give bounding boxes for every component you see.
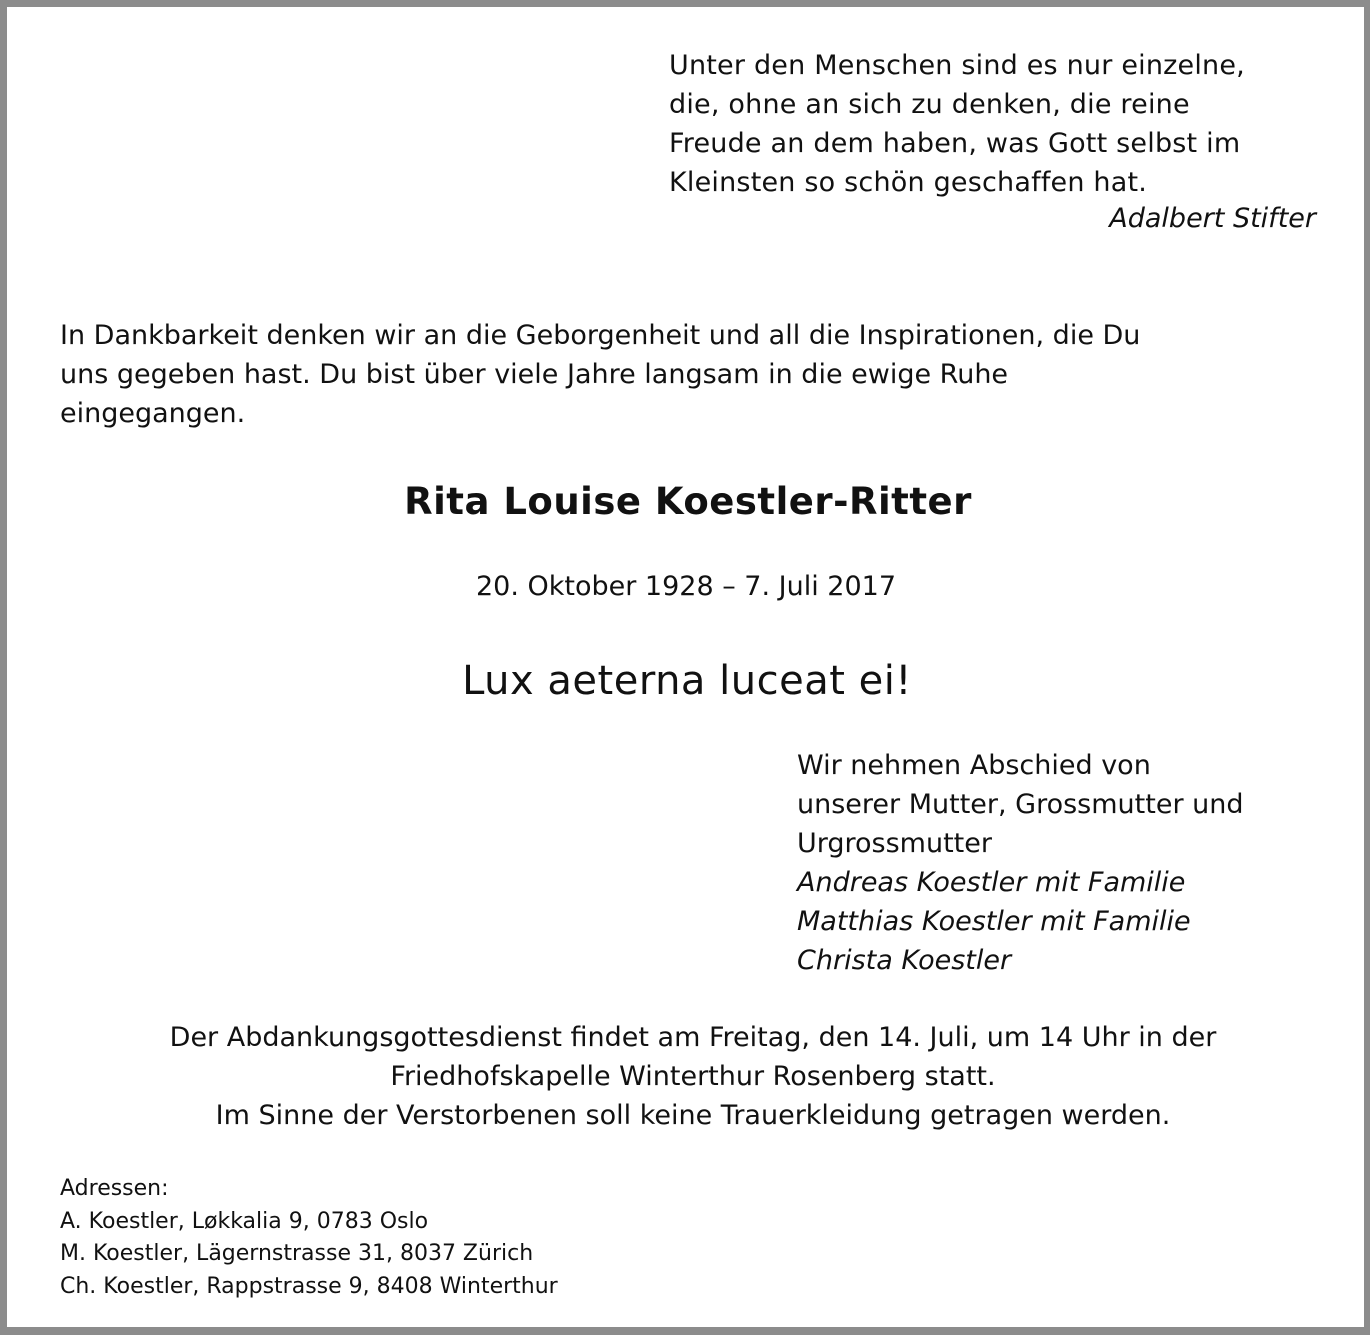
service-info [0, 1018, 1370, 1135]
farewell-line: Urgrossmutter [797, 828, 992, 859]
life-dates: 20. Oktober 1928 – 7. Juli 2017 [475, 571, 897, 602]
addresses-block [60, 1173, 760, 1303]
address-entry: Ch. Koestler, Rappstrasse 9, 8408 Winterthur [60, 1273, 558, 1299]
quote-text [669, 46, 1329, 202]
address-entry: M. Koestler, Lägernstrasse 31, 8037 Zürich [60, 1241, 534, 1266]
intro-line: uns gegeben hast. Du bist über viele Jahre langsam in die ewige Ruhe [60, 359, 1009, 390]
quote-author: Adalbert Stifter [1109, 203, 1316, 234]
family-member: Christa Koestler [797, 945, 1012, 976]
intro-line: eingegangen. [60, 398, 246, 429]
intro-line: In Dankbarkeit denken wir an die Geborgenheit und all die Inspirationen, die Du [60, 320, 1141, 351]
farewell-line: unserer Mutter, Grossmutter und [797, 789, 1244, 820]
motto: Lux aeterna luceat ei! [462, 658, 912, 704]
service-line: Im Sinne der Verstorbenen soll keine Trauerkleidung getragen werden. [215, 1100, 1171, 1131]
intro-paragraph [60, 316, 1320, 433]
quote-line: Unter den Menschen sind es nur einzelne, [669, 50, 1245, 81]
service-line: Friedhofskapelle Winterthur Rosenberg statt. [390, 1061, 996, 1092]
quote-line: Freude an dem haben, was Gott selbst im [669, 128, 1241, 159]
farewell-block [797, 746, 1357, 980]
quote-line: die, ohne an sich zu denken, die reine [669, 89, 1190, 120]
address-entry: A. Koestler, Løkkalia 9, 0783 Oslo [60, 1208, 429, 1234]
farewell-line: Wir nehmen Abschied von [797, 750, 1151, 781]
addresses-heading: Adressen: [60, 1176, 169, 1201]
family-member: Andreas Koestler mit Familie [797, 867, 1186, 898]
deceased-name: Rita Louise Koestler-Ritter [404, 480, 972, 523]
quote-line: Kleinsten so schön geschaffen hat. [669, 167, 1148, 198]
service-line: Der Abdankungsgottesdienst findet am Freitag, den 14. Juli, um 14 Uhr in der [169, 1022, 1217, 1053]
family-member: Matthias Koestler mit Familie [797, 906, 1191, 937]
